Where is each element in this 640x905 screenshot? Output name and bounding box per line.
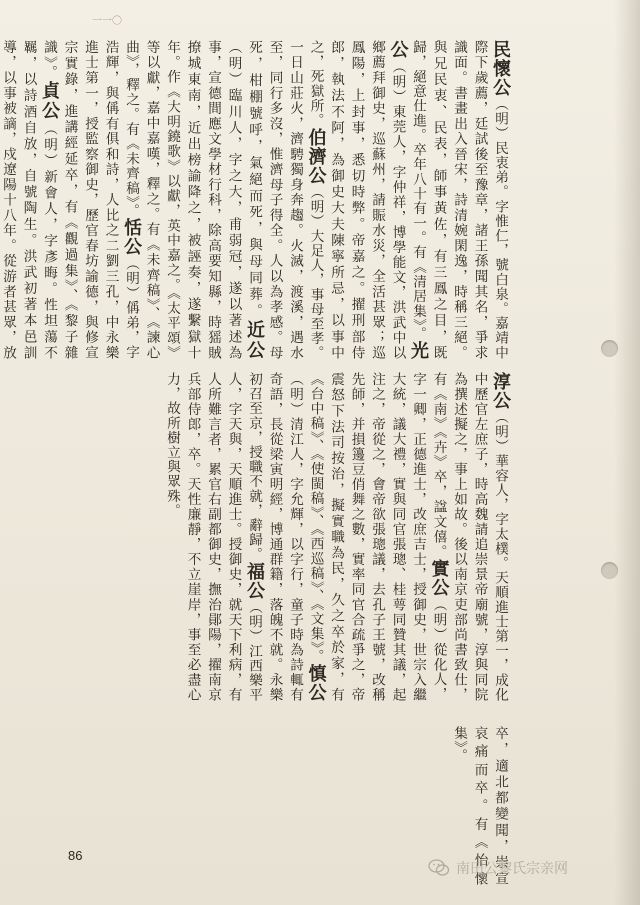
- wechat-icon: [428, 859, 450, 877]
- entry-name: 實公: [428, 559, 450, 598]
- watermark-text: 南田公黎氏宗亲网: [456, 861, 568, 877]
- entry-name: 光公: [387, 40, 429, 360]
- top-mark: 一一〇: [92, 16, 122, 27]
- entry-name: 淳公: [490, 372, 511, 410]
- entry-text: （明）臨川人，字之大，甫弱冠，遂以著述為事，宣德間應文學材行科，除高要知縣，時猺賊撩城東南，近出榜諭降之，被誣奏，遂繫獄十年。作《大明鐃歌》以獻，英中嘉之。《太平頌》等以獻，嘉中嘉嘆，釋之。有《未齊稿》、《諫心曲》，釋之。有《未齊稿》。: [123, 40, 242, 360]
- entry-name: 貞公: [39, 81, 60, 122]
- entry-text: （明）清江人，字允輝，以字行，童子時為詩輒有奇語，長從梁寅明經，博通群籍，落魄不就。永樂初召至京，授職不就，辭歸。: [246, 372, 303, 702]
- biography-entry: [305, 372, 450, 703]
- entry-text: （明）新會人，字彥晦。性坦蕩不羈，以詩酒自放，自號陶生。洪武初著本邑訓導，以事被謫，戍遼陽十八年。從游者甚眾，放: [0, 40, 57, 361]
- binding-shadow: [614, 0, 640, 905]
- entry-name: 伯濟公: [305, 127, 327, 185]
- entry-text: 卒，適北都變聞，崇宣哀痛而卒。有《怡懷集》。: [451, 726, 508, 886]
- entry-name: 近公: [244, 320, 265, 361]
- entry-text: （明）華容人，字太樸。天順進士第一，成化中歷官左庶子，時高魏請追崇景帝廟號，淳與同院為撰述擬之，事上如故。後以南京吏部尚書致仕，有《南》《卉》卒，諡文僖。: [430, 372, 508, 702]
- biography-entry: [123, 40, 265, 361]
- entry-text: （明）偁弟，字浩輝，與偁有俱和詩，人比之二劉三孔，中永樂進士第一，授監察御史，歷官春坊諭德，與修宣宗實錄，進講經延卒，有《觀過集》、《黎子雜識》。: [41, 40, 139, 361]
- text-band-middle: [60, 372, 510, 702]
- entry-text: （明）大足人，事母至孝。一日山莊火，濟騁獨身奔趨。火滅，渡溪，遇水至，同行多沒，惟濟母子得全。人以為孝感。母死，柑棚號呼，氣絕而死，與母同葬。: [246, 40, 324, 360]
- entry-text: （明）從化人，字一卿，正德進士，改庶吉士，授御史，世宗入繼大統，議大禮，實與同官張璁、桂萼同贊其議，起注之，帝從之，會帝欲張璁議，去孔子王號，改稱先師，并損籩豆俏舞之數，實率同官合疏爭之，帝震怒下法司按治，擬實職為民，久之卒於家，有《台中稿》、《使閩稿》、《西巡稿》、《文集》。: [307, 372, 447, 703]
- watermark: [428, 858, 568, 878]
- page-number: 86: [68, 848, 83, 863]
- entry-name: 慎公: [305, 663, 327, 703]
- entry-text: （明）江西樂平人，字天與，天順進士。授御史，就天下利病，有人所難言者，累官右副都御史，撫治鄖陽，擢南京兵部侍郎，卒。天性廉靜，不立崖岸，事至必盡心力，故所樹立與眾殊。: [164, 372, 262, 703]
- entry-name: 恬公: [121, 218, 142, 257]
- entry-name: 福公: [244, 561, 265, 600]
- punch-hole: [601, 562, 618, 579]
- biography-entry: [410, 40, 511, 360]
- punch-hole: [601, 340, 618, 357]
- biography-entry: [305, 40, 429, 361]
- text-band-upper: [0, 40, 511, 361]
- entry-name: 民懷公: [490, 40, 511, 98]
- entry-text: （明）民衷弟。字惟仁，號白泉。嘉靖中際下歲薦，廷試後至豫章，諸王孫聞其名，爭求識面。書畫出入晉宋，詩清婉閑逸，時稱三絕。與兄民衷、民表，師事黃佐，有三鳳之目，既歸，絕意仕進。卒年八十有一。有《清居集》。: [410, 40, 508, 360]
- biography-entry: [0, 40, 60, 361]
- entry-text: （明）東莞人，字仲祥，博學能文，洪武中以鄉薦拜御史，巡蘇州，請賑水災，全活甚眾；巡鳳陽，上封事，悉切時弊。帝嘉之。擢刑部侍郎，執法不阿，為御史大夫陳寧所忌，以事中之，死獄所。: [307, 40, 406, 361]
